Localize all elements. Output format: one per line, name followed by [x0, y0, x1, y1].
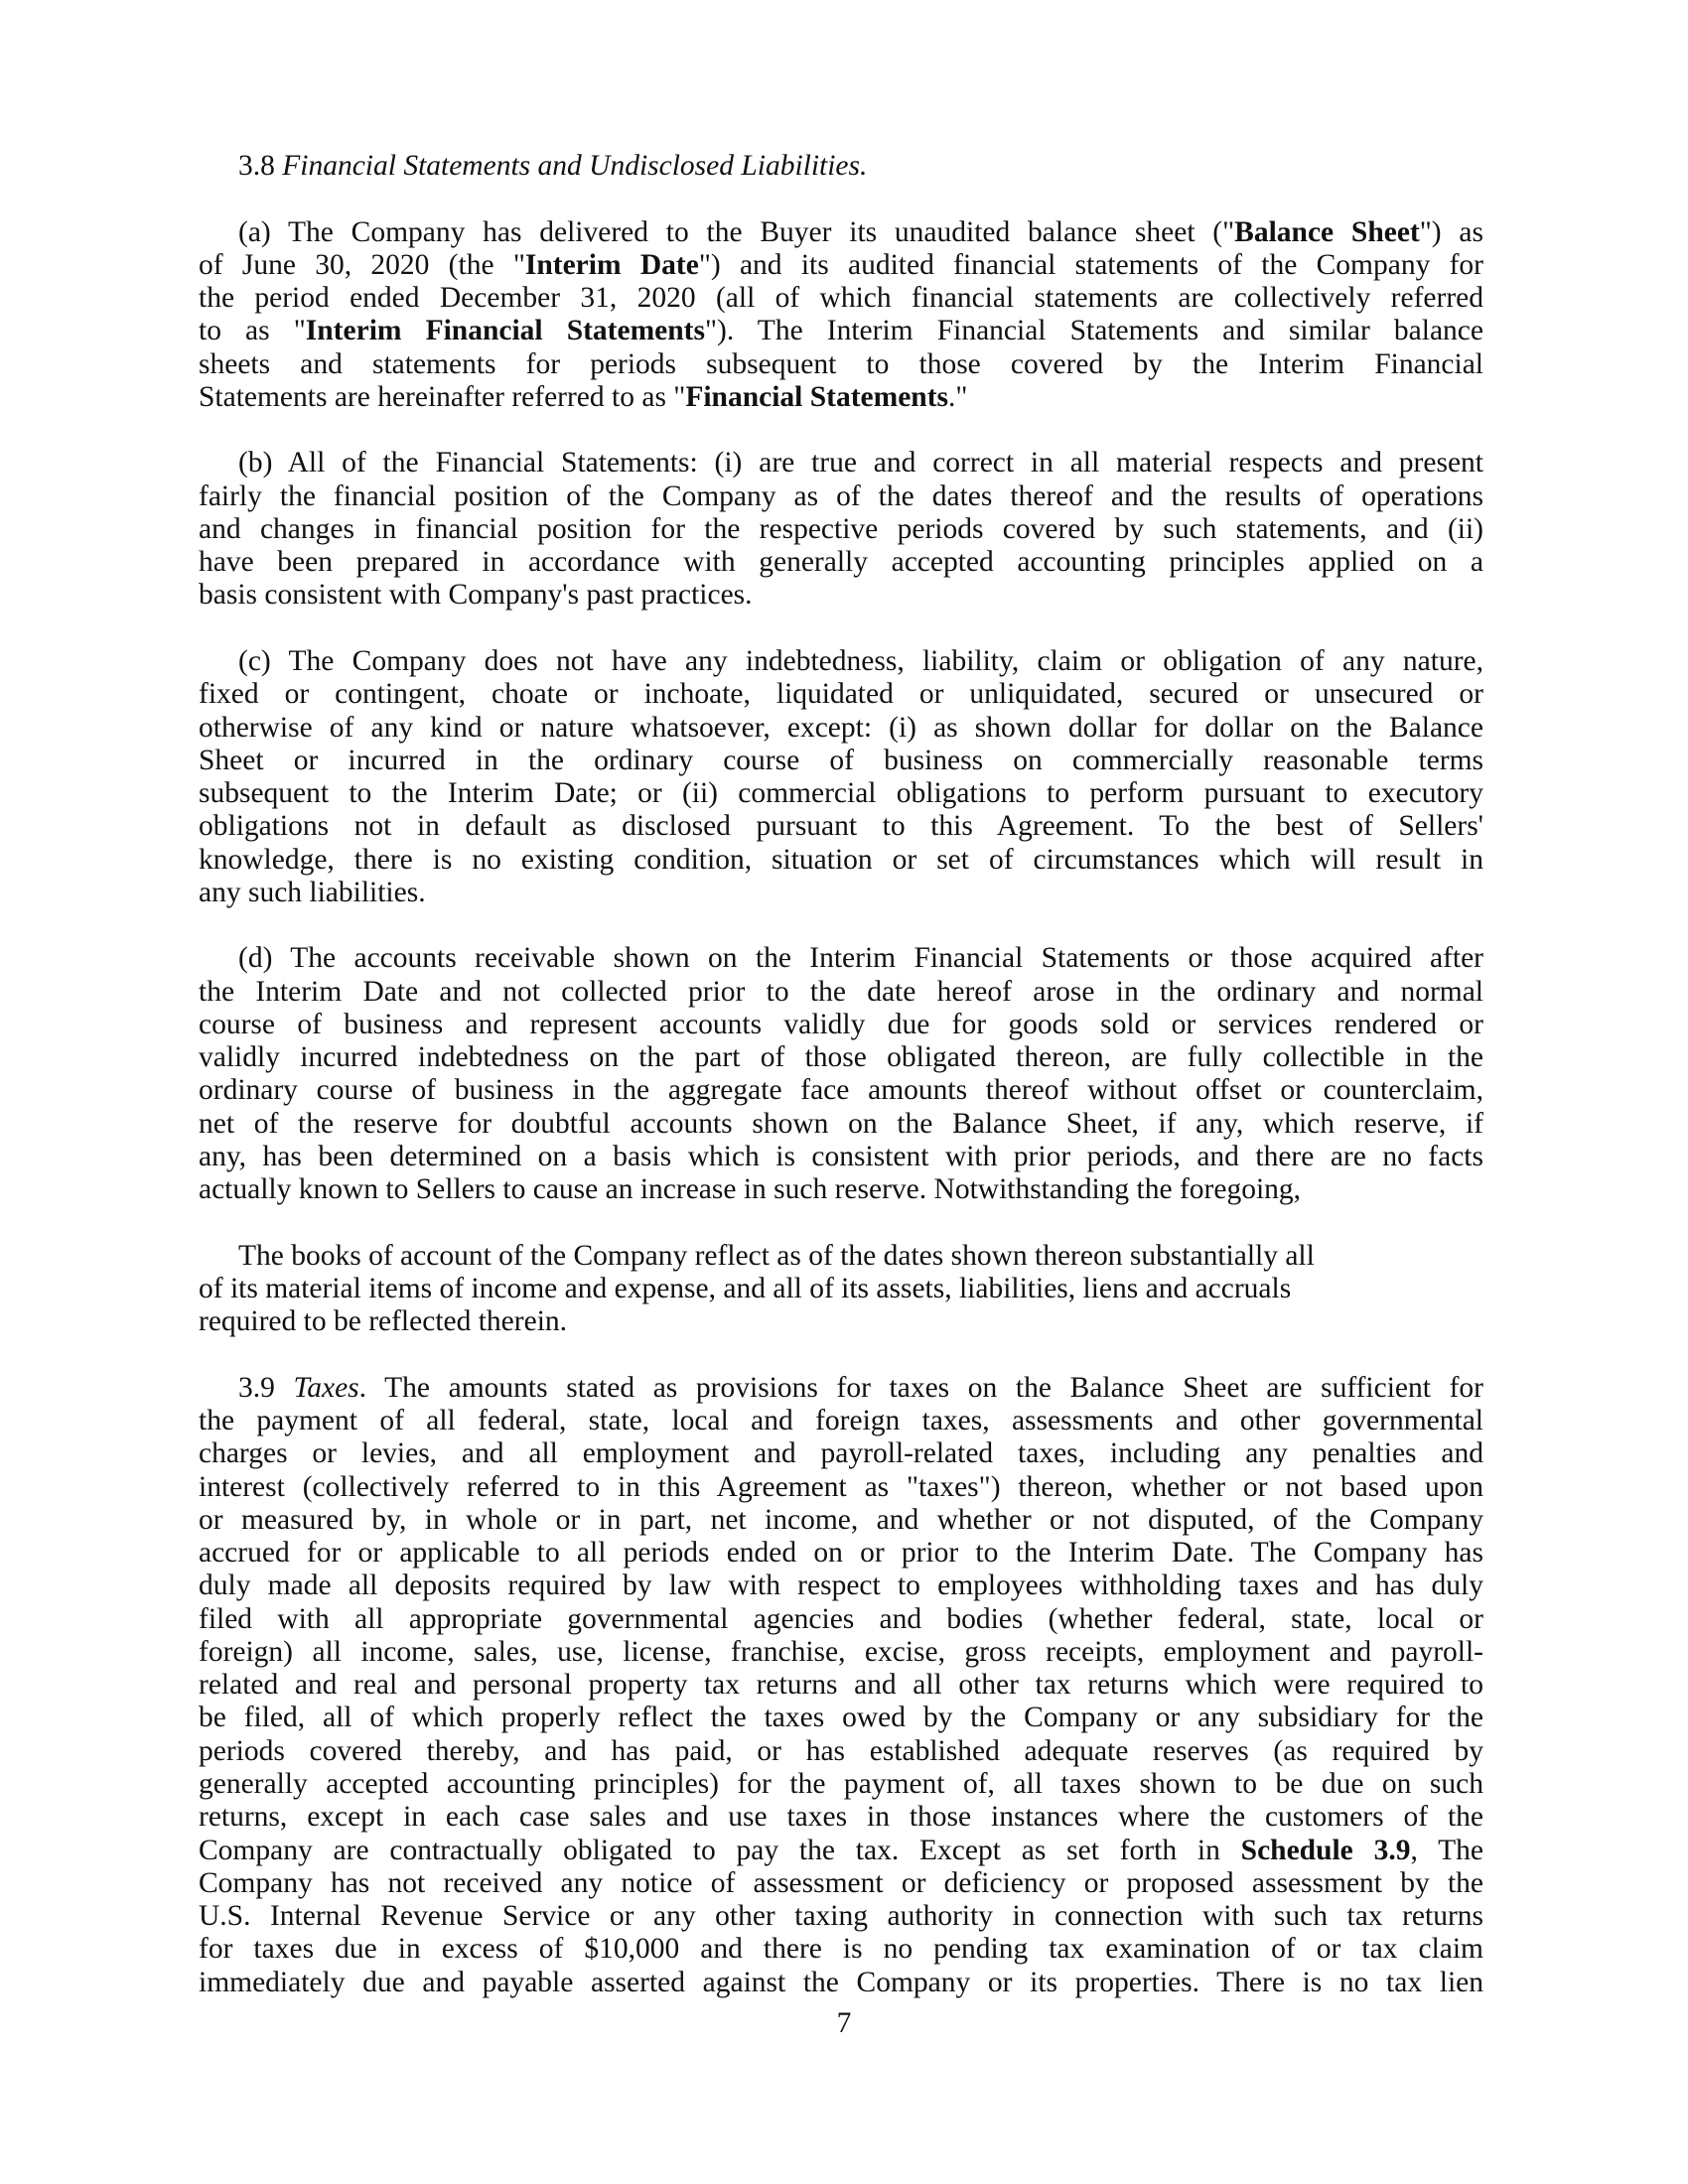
- paragraph-gap: [199, 1207, 1483, 1240]
- defined-term: Balance Sheet: [1234, 215, 1420, 248]
- section-number: 3.8: [238, 150, 275, 182]
- paragraph-line: [199, 216, 1483, 249]
- paragraph-line: net of the reserve for doubtful accounts shown on the Balance Sheet, if any, which reserve, if: [199, 1107, 1483, 1140]
- paragraph-line: for taxes due in excess of $10,000 and there is no pending tax examination of or tax claim: [199, 1933, 1483, 1966]
- text-run: (a) The Company has delivered to the Buyer its unaudited balance sheet (": [238, 215, 1235, 248]
- defined-term: Interim Date: [524, 248, 699, 281]
- paragraph-line: sheets and statements for periods subsequent to those covered by the Interim Financial: [199, 347, 1483, 380]
- text-run: to as ": [199, 315, 306, 347]
- section-3-8-heading: [199, 150, 1483, 183]
- defined-term: Interim Financial Statements: [305, 315, 705, 347]
- paragraph-line: validly incurred indebtedness on the part of those obligated thereon, are fully collectible in the: [199, 1041, 1483, 1074]
- section-3-9-taxes: [199, 1372, 1483, 1999]
- paragraph-line: Company has not received any notice of assessment or deficiency or proposed assessment by the: [199, 1866, 1483, 1899]
- paragraph-gap: [199, 414, 1483, 447]
- paragraph-line: periods covered thereby, and has paid, or has established adequate reserves (as required by: [199, 1734, 1483, 1767]
- paragraph-line: or measured by, in whole or in part, net income, and whether or not disputed, of the Company: [199, 1503, 1483, 1536]
- paragraph-gap: [199, 183, 1483, 215]
- text-run: ") and its audited financial statements of the Company for: [698, 248, 1484, 281]
- paragraph-gap: [199, 1339, 1483, 1372]
- paragraph-line: fixed or contingent, choate or inchoate, liquidated or unliquidated, secured or unsecured or: [199, 678, 1483, 711]
- text-run: Company are contractually obligated to pay the tax. Except as set forth in: [199, 1834, 1241, 1866]
- section-number: 3.9: [238, 1371, 275, 1404]
- text-run: , The: [1410, 1834, 1483, 1866]
- paragraph-line: any such liabilities.: [199, 876, 426, 908]
- paragraph-line: be filed, all of which properly reflect the taxes owed by the Company or any subsidiary for the: [199, 1702, 1483, 1734]
- paragraph-line: The books of account of the Company reflect as of the dates shown thereon substantially all: [238, 1239, 1315, 1272]
- page-number: 7: [836, 2007, 852, 2039]
- document-body: [199, 150, 1483, 1999]
- paragraph-line: U.S. Internal Revenue Service or any other taxing authority in connection with such tax returns: [199, 1900, 1483, 1933]
- text-run: Statements are hereinafter referred to as ": [199, 380, 686, 413]
- paragraph-line: of its material items of income and expense, and all of its assets, liabilities, liens and accruals: [199, 1273, 1292, 1305]
- paragraph-line: charges or levies, and all employment and payroll-related taxes, including any penalties and: [199, 1437, 1483, 1470]
- paragraph-gap: [199, 909, 1483, 942]
- paragraph-line: (b) All of the Financial Statements: (i) are true and correct in all material respects and present: [238, 447, 1483, 479]
- paragraph-line: interest (collectively referred to in this Agreement as "taxes") thereon, whether or not based upon: [199, 1470, 1483, 1503]
- paragraph-line: generally accepted accounting principles) for the payment of, all taxes shown to be due on such: [199, 1768, 1483, 1801]
- section-title: Taxes: [293, 1371, 359, 1404]
- paragraph-line: returns, except in each case sales and use taxes in those instances where the customers of the: [199, 1801, 1483, 1834]
- paragraph-gap: [199, 613, 1483, 645]
- paragraph-line: actually known to Sellers to cause an increase in such reserve. Notwithstanding the foregoing,: [199, 1173, 1302, 1206]
- paragraph-line: accrued for or applicable to all periods ended on or prior to the Interim Date. The Company has: [199, 1537, 1483, 1570]
- paragraph-line: related and real and personal property tax returns and all other tax returns which were required to: [199, 1669, 1483, 1702]
- section-title: Financial Statements and Undisclosed Liabilities.: [282, 150, 868, 182]
- paragraph-line: (c) The Company does not have any indebtedness, liability, claim or obligation of any nature,: [238, 644, 1483, 677]
- paragraph-line: filed with all appropriate governmental agencies and bodies (whether federal, state, local or: [199, 1602, 1483, 1635]
- paragraph-c: [199, 645, 1483, 909]
- paragraph-line: otherwise of any kind or nature whatsoever, except: (i) as shown dollar for dollar on the Balance: [199, 711, 1483, 744]
- defined-term: Financial Statements: [685, 380, 949, 413]
- paragraph-line: immediately due and payable asserted against the Company or its properties. There is no tax lien: [199, 1966, 1483, 1998]
- paragraph-books-of-account: [199, 1240, 1483, 1339]
- paragraph-line: foreign) all income, sales, use, license, franchise, excise, gross receipts, employment and payroll-: [199, 1635, 1483, 1668]
- paragraph-line: any, has been determined on a basis which is consistent with prior periods, and there are no facts: [199, 1140, 1483, 1172]
- paragraph-line: and changes in financial position for the respective periods covered by such statements, and (ii): [199, 512, 1483, 545]
- paragraph-line: subsequent to the Interim Date; or (ii) commercial obligations to perform pursuant to executory: [199, 777, 1483, 810]
- text-run: . The amounts stated as provisions for taxes on the Balance Sheet are sufficient for: [358, 1371, 1483, 1404]
- paragraph-line: [199, 315, 1483, 347]
- paragraph-line: fairly the financial position of the Company as of the dates thereof and the results of operations: [199, 479, 1483, 512]
- paragraph-a: [199, 216, 1483, 415]
- paragraph-line: the payment of all federal, state, local and foreign taxes, assessments and other governmental: [199, 1405, 1483, 1437]
- paragraph-line: basis consistent with Company's past practices.: [199, 579, 753, 612]
- paragraph-line: [199, 249, 1483, 282]
- paragraph-line: Sheet or incurred in the ordinary course of business on commercially reasonable terms: [199, 744, 1483, 776]
- schedule-reference: Schedule 3.9: [1240, 1834, 1411, 1866]
- paragraph-line: [199, 1835, 1483, 1867]
- paragraph-line: obligations not in default as disclosed pursuant to this Agreement. To the best of Sellers': [199, 810, 1483, 843]
- paragraph-line: ordinary course of business in the aggregate face amounts thereof without offset or counterclaim,: [199, 1074, 1483, 1107]
- text-run: ") as: [1419, 215, 1483, 248]
- text-run: "). The Interim Financial Statements and similar balance: [704, 315, 1483, 347]
- paragraph-line: (d) The accounts receivable shown on the Interim Financial Statements or those acquired after: [238, 942, 1483, 975]
- paragraph-line: [199, 381, 1483, 414]
- paragraph-line: the Interim Date and not collected prior to the date hereof arose in the ordinary and normal: [199, 975, 1483, 1008]
- paragraph-line: have been prepared in accordance with generally accepted accounting principles applied on a: [199, 546, 1483, 579]
- paragraph-line: required to be reflected therein.: [199, 1305, 568, 1338]
- text-run: of June 30, 2020 (the ": [199, 248, 525, 281]
- paragraph-line: course of business and represent accounts validly due for goods sold or services rendered or: [199, 1008, 1483, 1040]
- paragraph-line: knowledge, there is no existing condition, situation or set of circumstances which will result in: [199, 843, 1483, 876]
- text-run: .": [948, 380, 968, 413]
- paragraph-line: [199, 1372, 1483, 1405]
- paragraph-b: [199, 447, 1483, 612]
- paragraph-line: duly made all deposits required by law with respect to employees withholding taxes and has duly: [199, 1570, 1483, 1602]
- paragraph-d: [199, 942, 1483, 1206]
- paragraph-line: the period ended December 31, 2020 (all of which financial statements are collectively referred: [199, 282, 1483, 315]
